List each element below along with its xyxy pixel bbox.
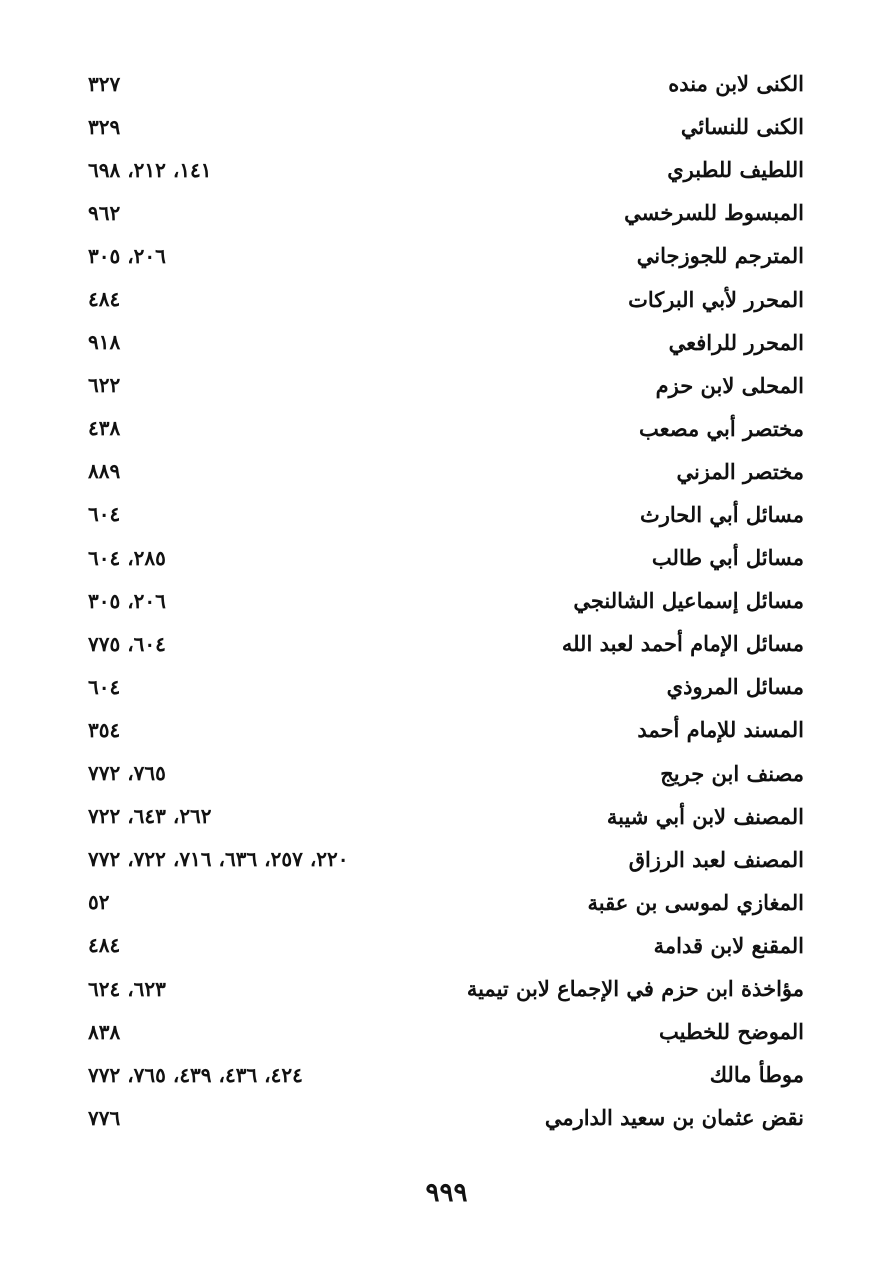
entry-pages: ٦٢٣، ٦٢٤ bbox=[88, 976, 166, 1001]
entry-title: نقض عثمان بن سعيد الدارمي bbox=[544, 1105, 804, 1131]
index-entry bbox=[88, 838, 804, 881]
entry-pages: ١٤١، ٢١٢، ٦٩٨ bbox=[88, 157, 212, 182]
entry-pages: ٩١٨ bbox=[88, 330, 121, 355]
index-entry bbox=[88, 881, 804, 924]
index-entry bbox=[88, 536, 804, 579]
entry-pages: ٦٠٤ bbox=[88, 674, 121, 699]
index-entry bbox=[88, 579, 804, 622]
entry-pages: ٣٥٤ bbox=[88, 717, 121, 742]
entry-title: المصنف لابن أبي شيبة bbox=[606, 803, 804, 829]
entry-title: الكنى لابن منده bbox=[668, 71, 804, 97]
entry-title: الكنى للنسائي bbox=[680, 114, 804, 140]
entry-title: مؤاخذة ابن حزم في الإجماع لابن تيمية bbox=[466, 976, 804, 1002]
entry-pages: ٤٢٤، ٤٣٦، ٤٣٩، ٧٦٥، ٧٧٢ bbox=[88, 1062, 303, 1087]
entry-title: المسند للإمام أحمد bbox=[637, 717, 804, 743]
entry-title: المحرر للرافعي bbox=[668, 329, 804, 355]
index-entry bbox=[88, 321, 804, 364]
index-list bbox=[88, 62, 804, 1139]
entry-title: موطأ مالك bbox=[709, 1062, 804, 1088]
entry-pages: ٢٦٢، ٦٤٣، ٧٢٢ bbox=[88, 804, 212, 829]
index-entry bbox=[88, 148, 804, 191]
index-entry bbox=[88, 795, 804, 838]
entry-pages: ٤٨٤ bbox=[88, 933, 121, 958]
entry-title: مسائل المروذي bbox=[666, 674, 804, 700]
entry-title: المبسوط للسرخسي bbox=[624, 200, 804, 226]
entry-title: مسائل أبي الحارث bbox=[639, 501, 804, 527]
entry-pages: ٧٧٦ bbox=[88, 1105, 121, 1130]
entry-pages: ٢٠٦، ٣٠٥ bbox=[88, 588, 166, 613]
index-entry bbox=[88, 234, 804, 277]
index-entry bbox=[88, 407, 804, 450]
entry-title: المغازي لموسى بن عقبة bbox=[587, 889, 804, 915]
entry-pages: ٤٣٨ bbox=[88, 416, 121, 441]
entry-pages: ٢٢٠، ٢٥٧، ٦٣٦، ٧١٦، ٧٢٢، ٧٧٢ bbox=[88, 847, 349, 872]
index-entry bbox=[88, 622, 804, 665]
entry-pages: ٧٦٥، ٧٧٢ bbox=[88, 761, 166, 786]
index-entry bbox=[88, 924, 804, 967]
index-entry bbox=[88, 450, 804, 493]
index-entry bbox=[88, 1096, 804, 1139]
entry-title: المقنع لابن قدامة bbox=[653, 932, 804, 958]
index-entry bbox=[88, 493, 804, 536]
index-entry bbox=[88, 105, 804, 148]
entry-pages: ٢٨٥، ٦٠٤ bbox=[88, 545, 166, 570]
entry-pages: ٤٨٤ bbox=[88, 287, 121, 312]
entry-title: مسائل الإمام أحمد لعبد الله bbox=[561, 631, 804, 657]
entry-pages: ٨٣٨ bbox=[88, 1019, 121, 1044]
entry-pages: ٨٨٩ bbox=[88, 459, 121, 484]
entry-title: المحرر لأبي البركات bbox=[628, 286, 804, 312]
index-entry bbox=[88, 967, 804, 1010]
entry-title: مختصر أبي مصعب bbox=[639, 415, 804, 441]
entry-pages: ٦٢٢ bbox=[88, 373, 121, 398]
index-entry bbox=[88, 665, 804, 708]
entry-title: المترجم للجوزجاني bbox=[636, 243, 804, 269]
index-entry bbox=[88, 708, 804, 751]
index-entry bbox=[88, 277, 804, 320]
entry-title: اللطيف للطبري bbox=[667, 157, 804, 183]
entry-pages: ٦٠٤ bbox=[88, 502, 121, 527]
index-entry bbox=[88, 62, 804, 105]
entry-title: المحلى لابن حزم bbox=[655, 372, 804, 398]
entry-title: المصنف لعبد الرزاق bbox=[628, 846, 804, 872]
entry-pages: ٣٢٩ bbox=[88, 114, 121, 139]
index-entry bbox=[88, 1010, 804, 1053]
index-entry bbox=[88, 1053, 804, 1096]
entry-pages: ٢٠٦، ٣٠٥ bbox=[88, 243, 166, 268]
entry-title: مسائل إسماعيل الشالنجي bbox=[573, 588, 804, 614]
entry-pages: ٦٠٤، ٧٧٥ bbox=[88, 631, 166, 656]
index-entry bbox=[88, 191, 804, 234]
index-entry bbox=[88, 364, 804, 407]
entry-title: مسائل أبي طالب bbox=[651, 545, 804, 571]
entry-pages: ٥٢ bbox=[88, 890, 110, 915]
entry-title: الموضح للخطيب bbox=[658, 1019, 804, 1045]
index-entry bbox=[88, 752, 804, 795]
page-number: ٩٩٩ bbox=[425, 1178, 468, 1208]
entry-pages: ٣٢٧ bbox=[88, 71, 121, 96]
entry-title: مصنف ابن جريج bbox=[660, 760, 804, 786]
entry-pages: ٩٦٢ bbox=[88, 200, 121, 225]
entry-title: مختصر المزني bbox=[676, 458, 804, 484]
